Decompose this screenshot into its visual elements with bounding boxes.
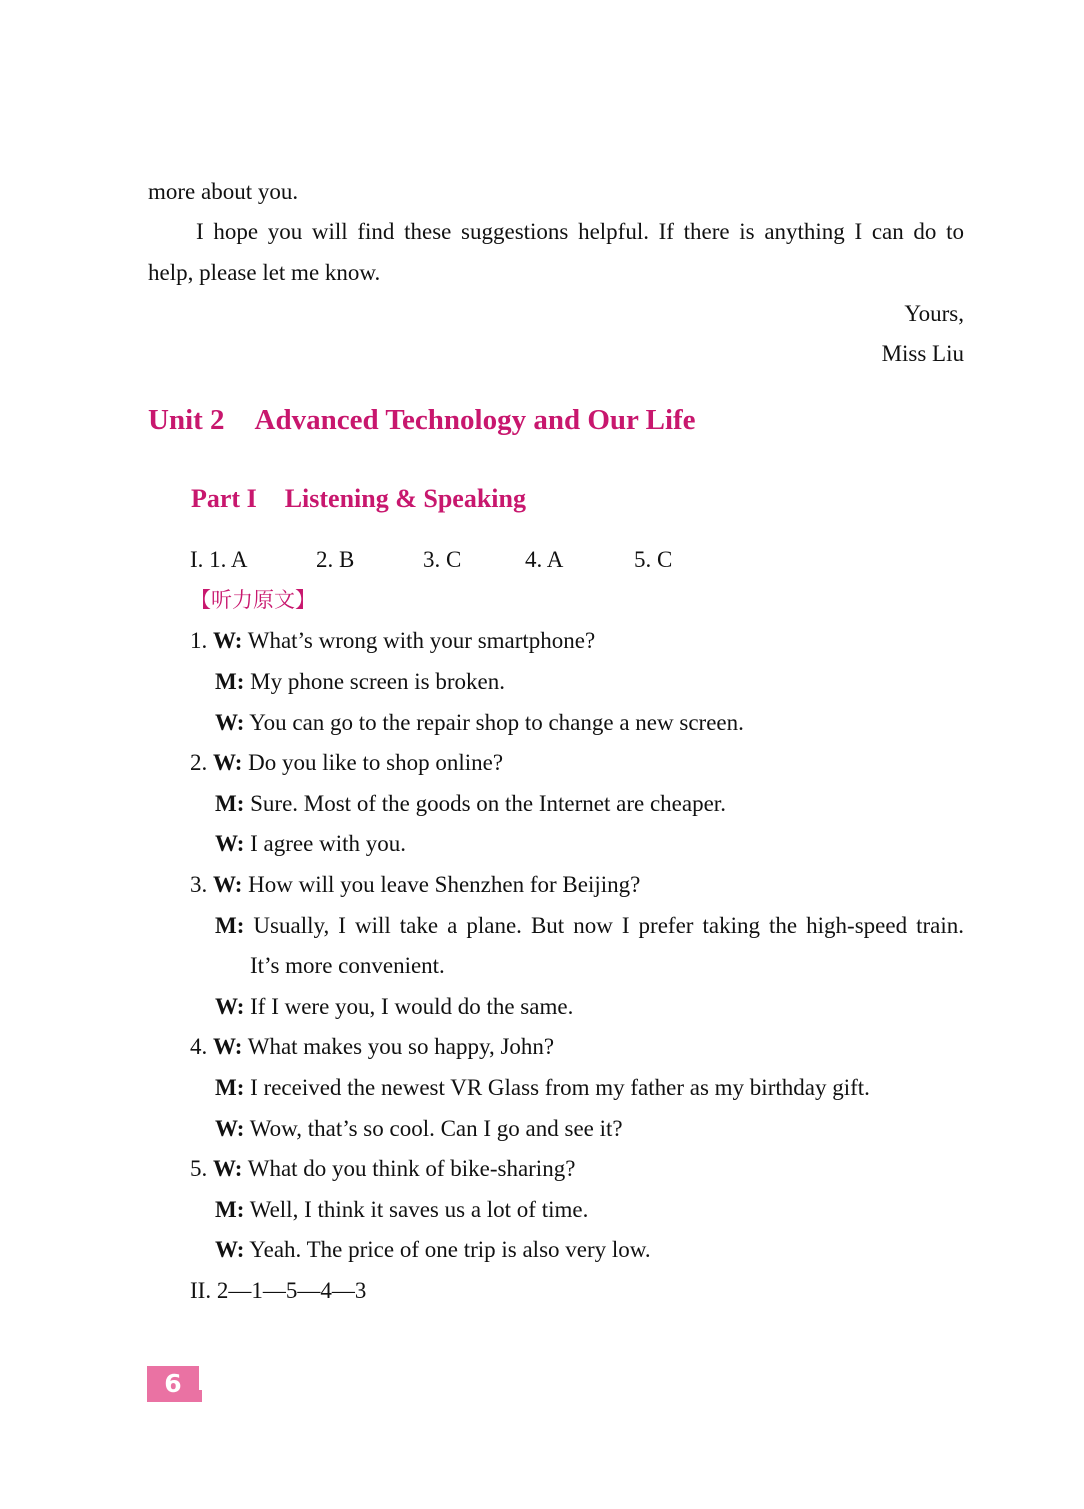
- speaker-label: M:: [215, 669, 245, 694]
- dialogue-text: How will you leave Shenzhen for Beijing?: [248, 872, 641, 897]
- answer-item: 4. A: [525, 547, 564, 572]
- dialogue-text: Usually, I will take a plane. But now I prefer taking the high-speed train.: [253, 913, 965, 938]
- dialogue-line: [190, 627, 595, 655]
- speaker-label: W:: [215, 710, 245, 735]
- answer-item: 3. C: [423, 547, 462, 572]
- dialogue-text: I received the newest VR Glass from my father as my birthday gift.: [250, 1075, 870, 1100]
- dialogue-number: 2.: [190, 750, 208, 775]
- dialogue-line: [215, 912, 964, 940]
- dialogue-text: What makes you so happy, John?: [247, 1034, 555, 1059]
- section1-answers: [190, 546, 790, 574]
- dialogue-text: Well, I think it saves us a lot of time.: [249, 1197, 589, 1222]
- speaker-label: W:: [215, 1116, 245, 1141]
- part-number: Part I: [191, 484, 257, 513]
- part-heading: [191, 484, 526, 514]
- speaker-label: W:: [213, 872, 243, 897]
- answer-item: 5. C: [634, 547, 673, 572]
- speaker-label: M:: [215, 1197, 245, 1222]
- speaker-label: W:: [213, 1156, 243, 1181]
- dialogue-text: What do you think of bike-sharing?: [247, 1156, 576, 1181]
- unit-heading: [148, 404, 696, 437]
- letter-signature: Miss Liu: [881, 341, 964, 366]
- speaker-label: W:: [213, 628, 243, 653]
- speaker-label: M:: [215, 1075, 245, 1100]
- dialogue-text: Sure. Most of the goods on the Internet are cheaper.: [250, 791, 726, 816]
- letter-paragraph-line: help, please let me know.: [148, 260, 381, 285]
- dialogue-line: [215, 1115, 623, 1143]
- dialogue-line: [190, 1155, 575, 1183]
- dialogue-line: [190, 871, 640, 899]
- speaker-label: W:: [215, 831, 245, 856]
- dialogue-text: My phone screen is broken.: [250, 669, 505, 694]
- dialogue-line: [215, 1196, 588, 1224]
- letter-line: more about you.: [148, 179, 299, 204]
- speaker-label: W:: [213, 750, 243, 775]
- dialogue-text: Yeah. The price of one trip is also very low.: [249, 1237, 651, 1262]
- dialogue-text: You can go to the repair shop to change a new screen.: [249, 710, 744, 735]
- dialogue-line: [215, 1236, 651, 1264]
- dialogue-number: 4.: [190, 1034, 208, 1059]
- page-number-badge: 6: [147, 1366, 199, 1402]
- part-title: Listening & Speaking: [284, 484, 526, 513]
- transcript-label: 【听力原文】: [190, 588, 316, 612]
- unit-number: Unit 2: [148, 404, 225, 436]
- dialogue-text: Do you like to shop online?: [248, 750, 504, 775]
- answer-item: 2. B: [316, 547, 355, 572]
- dialogue-number: 1.: [190, 628, 208, 653]
- dialogue-line: [190, 749, 503, 777]
- speaker-label: W:: [215, 1237, 245, 1262]
- dialogue-line: [215, 830, 406, 858]
- dialogue-text: What’s wrong with your smartphone?: [247, 628, 596, 653]
- dialogue-line: [190, 1033, 554, 1061]
- speaker-label: M:: [215, 791, 245, 816]
- dialogue-line: [215, 790, 726, 818]
- dialogue-line: [215, 668, 505, 696]
- letter-paragraph-line: I hope you will find these suggestions helpful. If there is anything I can do to: [196, 219, 964, 244]
- dialogue-text: I agree with you.: [250, 831, 406, 856]
- dialogue-number: 3.: [190, 872, 208, 897]
- dialogue-line: [215, 1074, 870, 1102]
- dialogue-number: 5.: [190, 1156, 208, 1181]
- speaker-label: W:: [213, 1034, 243, 1059]
- dialogue-line: [215, 709, 744, 737]
- dialogue-text: Wow, that’s so cool. Can I go and see it?: [249, 1116, 623, 1141]
- answer-item: I. 1. A: [190, 547, 248, 572]
- speaker-label: M:: [215, 913, 245, 938]
- dialogue-text: If I were you, I would do the same.: [250, 994, 574, 1019]
- dialogue-continuation: It’s more convenient.: [250, 953, 445, 978]
- section2-answer: II. 2—1—5—4—3: [190, 1278, 367, 1303]
- speaker-label: W:: [215, 994, 245, 1019]
- unit-title: Advanced Technology and Our Life: [254, 404, 696, 436]
- dialogue-line: [215, 993, 573, 1021]
- letter-closing: Yours,: [904, 301, 964, 326]
